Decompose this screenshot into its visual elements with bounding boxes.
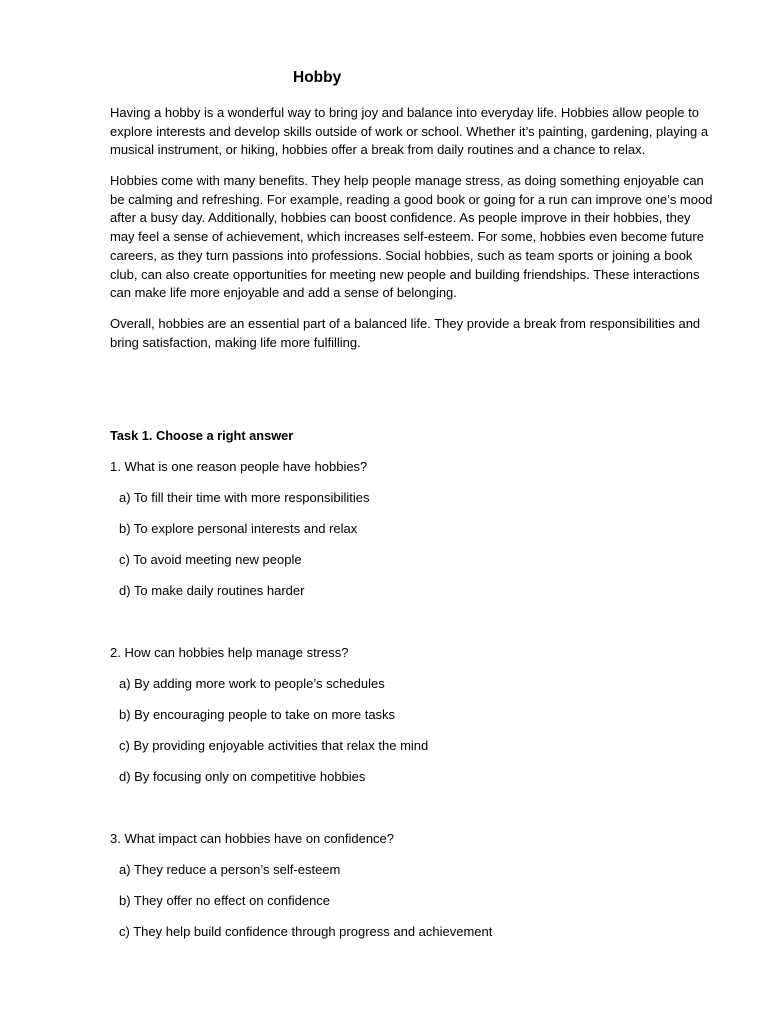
question-1-option-c: c) To avoid meeting new people: [119, 552, 302, 567]
question-3-option-c: c) They help build confidence through progress and achievement: [119, 924, 493, 939]
question-2-option-b: b) By encouraging people to take on more tasks: [119, 707, 396, 722]
question-2-option-a: a) By adding more work to people’s schedules: [119, 676, 385, 691]
document-title: Hobby: [293, 69, 342, 86]
paragraph-conclusion: Overall, hobbies are an essential part of a balanced life. They provide a break from responsibilities and bring satisfaction, making life more fulfilling.: [110, 316, 701, 350]
question-3: 3. What impact can hobbies have on confidence?: [110, 831, 395, 846]
question-1-option-b: b) To explore personal interests and relax: [119, 521, 358, 536]
question-2-option-c: c) By providing enjoyable activities that relax the mind: [119, 738, 429, 753]
question-3-option-b: b) They offer no effect on confidence: [119, 893, 331, 908]
paragraph-benefits: Hobbies come with many benefits. They help people manage stress, as doing something enjoyable can be calming and refreshing. For example, reading a good book or going for a run can improve one’s mood after a busy day. Additionally, hobbies can boost confidence. As people improve in their hobbies, they may feel a sense of achievement, which increases self-esteem. For some, hobbies even become future careers, as they turn passions into professions. Social hobbies, such as team sports or joining a book club, can also create opportunities for meeting new people and building friendships. These interactions can make life more enjoyable and add a sense of belonging.: [110, 173, 713, 301]
question-1-option-a: a) To fill their time with more responsibilities: [119, 490, 370, 505]
question-1: 1. What is one reason people have hobbies?: [110, 459, 368, 474]
question-3-option-a: a) They reduce a person’s self-esteem: [119, 862, 341, 877]
question-2: 2. How can hobbies help manage stress?: [110, 645, 349, 660]
task-heading: Task 1. Choose a right answer: [110, 428, 294, 443]
paragraph-intro: Having a hobby is a wonderful way to bring joy and balance into everyday life. Hobbies allow people to explore interests and develop skills outside of work or school. Whether it’s painting, gardening, playing a musical instrument, or hiking, hobbies offer a break from daily routines and a chance to relax.: [110, 105, 709, 158]
question-1-option-d: d) To make daily routines harder: [119, 583, 305, 598]
question-2-option-d: d) By focusing only on competitive hobbies: [119, 769, 366, 784]
